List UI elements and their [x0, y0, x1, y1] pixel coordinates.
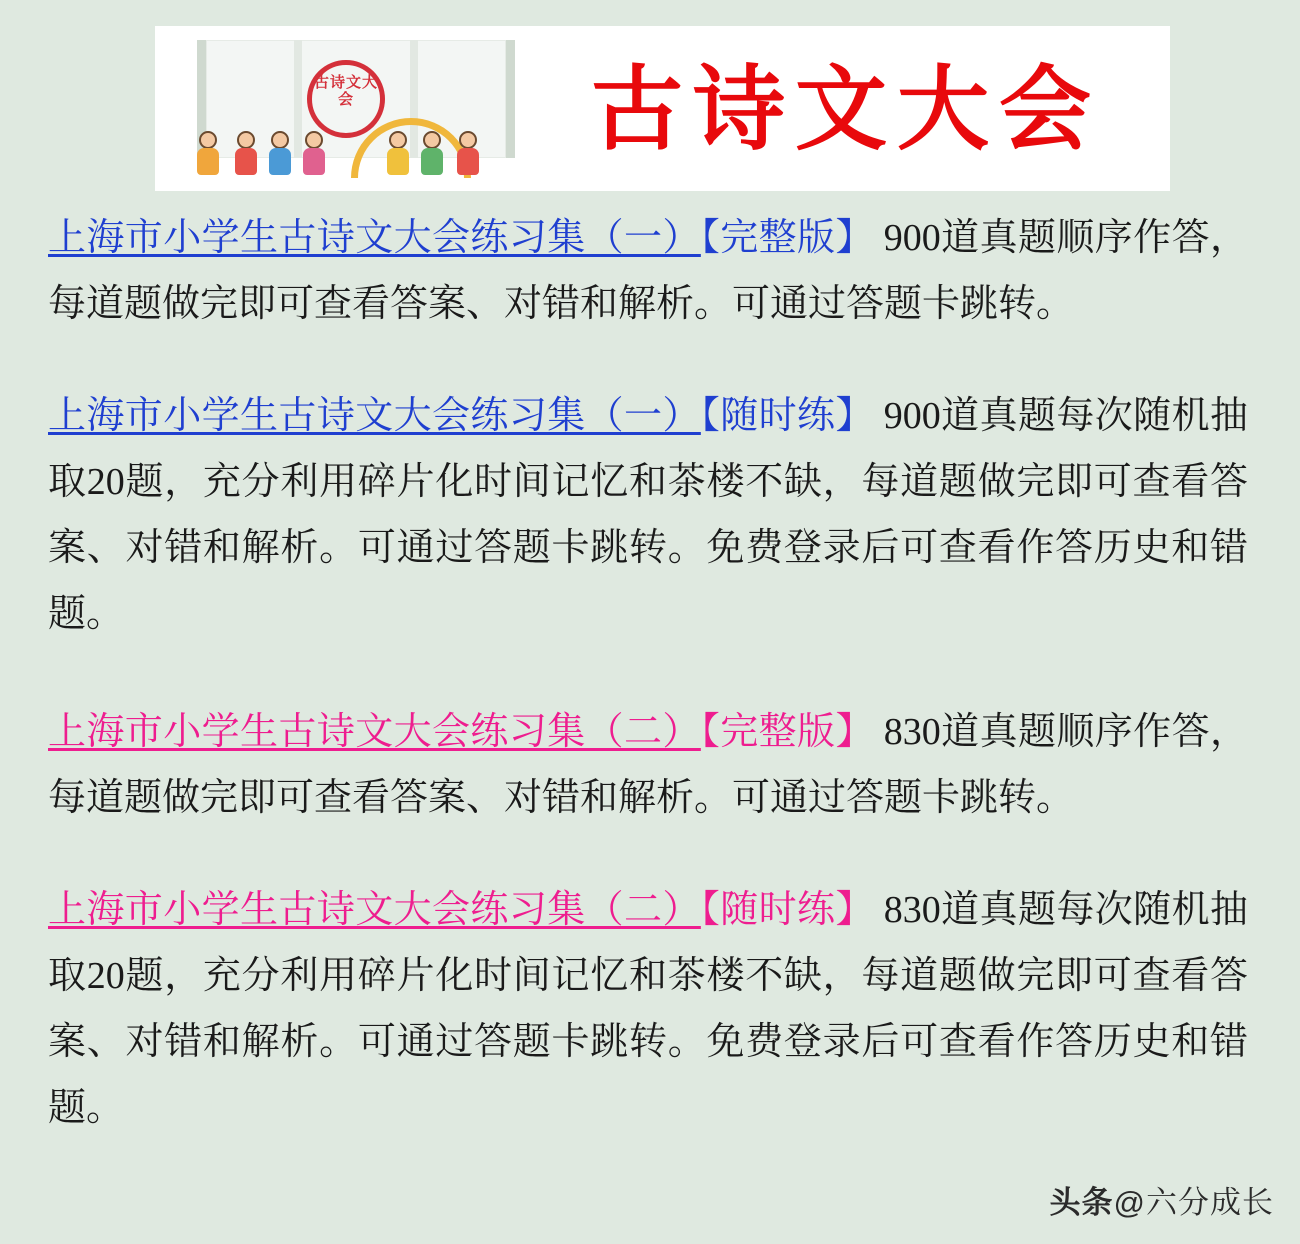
watermark-platform: 头条 — [1049, 1185, 1114, 1220]
entry-description-1-random: 900道真题每次随机抽取20题，充分利用碎片化时间记忆和茶楼不缺，每道题做完即可查看答案、对错和解析。可通过答题卡跳转。免费登录后可查看作答历史和错题。 — [48, 395, 1248, 635]
practice-set-link-1-random[interactable]: 上海市小学生古诗文大会练习集（一） — [48, 395, 701, 437]
entry-item — [48, 205, 1248, 337]
entry-item — [48, 877, 1248, 1141]
watermark — [1050, 1177, 1274, 1222]
child-figure-icon — [233, 131, 259, 175]
entry-description-1-full: 900道真题顺序作答，每道题做完即可查看答案、对错和解析。可通过答题卡跳转。 — [48, 217, 1248, 325]
entry-tag-2-full: 【完整版】 — [700, 711, 874, 753]
entry-tag-2-random: 【随时练】 — [700, 889, 874, 931]
entry-item — [48, 383, 1248, 647]
header-banner — [155, 26, 1170, 191]
seal-icon: 古诗文大会 — [307, 60, 385, 138]
entry-tag-1-random: 【随时练】 — [700, 395, 874, 437]
content-area — [0, 191, 1300, 1141]
child-figure-icon — [419, 131, 445, 175]
banner-title: 古诗文大会 — [590, 54, 1101, 163]
practice-set-link-2-random[interactable]: 上海市小学生古诗文大会练习集（二） — [48, 889, 701, 931]
entry-description-2-random: 830道真题每次随机抽取20题，充分利用碎片化时间记忆和茶楼不缺，每道题做完即可查看答案、对错和解析。可通过答题卡跳转。免费登录后可查看作答历史和错题。 — [48, 889, 1248, 1129]
children-reading-scroll-illustration — [155, 26, 540, 191]
child-figure-icon — [385, 131, 411, 175]
practice-set-link-1-full[interactable]: 上海市小学生古诗文大会练习集（一） — [48, 217, 701, 259]
child-figure-icon — [455, 131, 481, 175]
child-figure-icon — [267, 131, 293, 175]
entry-description-2-full: 830道真题顺序作答，每道题做完即可查看答案、对错和解析。可通过答题卡跳转。 — [48, 711, 1248, 819]
watermark-author: @六分成长 — [1113, 1185, 1274, 1220]
practice-set-link-2-full[interactable]: 上海市小学生古诗文大会练习集（二） — [48, 711, 701, 753]
entry-item — [48, 699, 1248, 831]
entry-tag-1-full: 【完整版】 — [700, 217, 874, 259]
child-figure-icon — [301, 131, 327, 175]
child-figure-icon — [195, 131, 221, 175]
